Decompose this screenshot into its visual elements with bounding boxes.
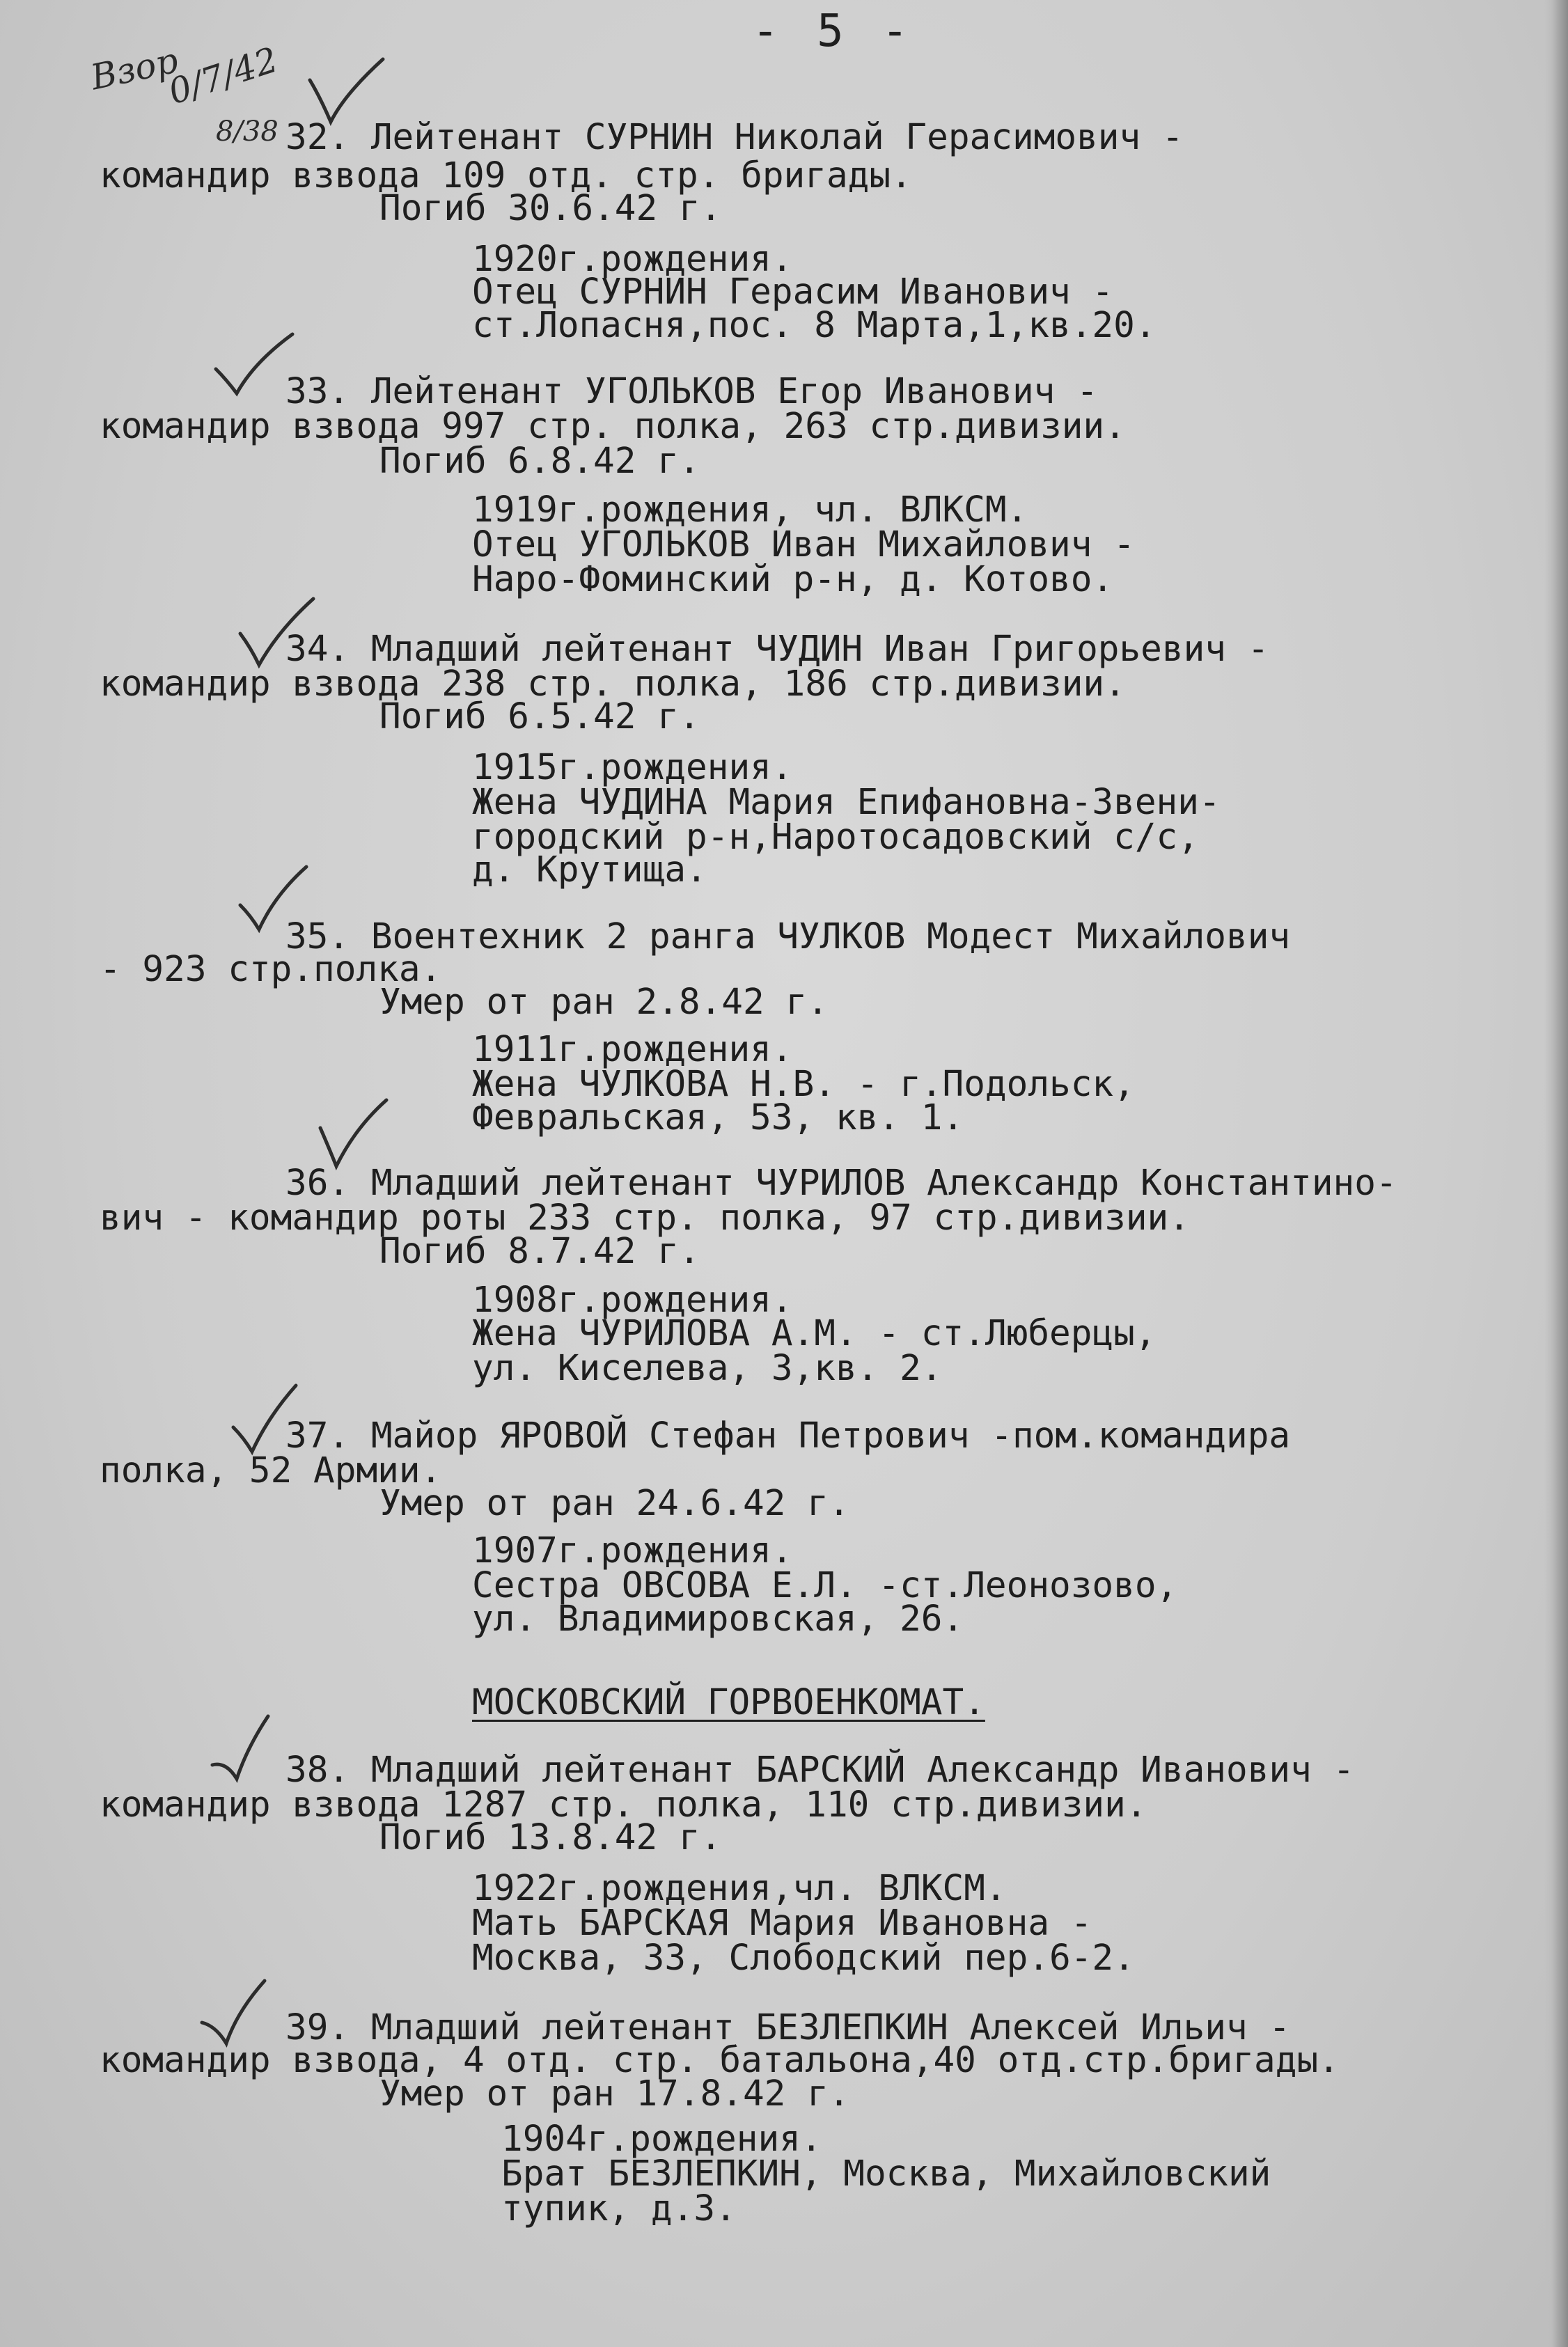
- entry-37-death: Умер от ран 24.6.42 г.: [379, 1483, 850, 1524]
- entry-34-death: Погиб 6.5.42 г.: [379, 696, 700, 737]
- entry-33-relative: Отец УГОЛЬКОВ Иван Михайлович -: [472, 524, 1135, 565]
- entry-34-heading: 34. Младший лейтенант ЧУДИН Иван Григорьевич -: [285, 629, 1269, 670]
- entry-32-relative: Отец СУРНИН Герасим Иванович -: [472, 272, 1114, 313]
- entry-36-relative: Жена ЧУРИЛОВА А.М. - ст.Люберцы,: [472, 1313, 1157, 1354]
- entry-38-address: Москва, 33, Слободский пер.6-2.: [472, 1938, 1135, 1979]
- entry-33-birth: 1919г.рождения, чл. ВЛКСМ.: [472, 489, 1028, 531]
- entry-37-position: полка, 52 Армии.: [100, 1450, 442, 1491]
- entry-35-address: Февральская, 53, кв. 1.: [472, 1097, 964, 1138]
- entry-36-birth: 1908г.рождения.: [472, 1280, 793, 1321]
- check-mark-icon: [212, 327, 282, 397]
- entry-35-death: Умер от ран 2.8.42 г.: [379, 982, 829, 1023]
- entry-38-position: командир взвода 1287 стр. полка, 110 стр.дивизии.: [100, 1784, 1147, 1826]
- entry-37-relative: Сестра ОВСОВА Е.Л. -ст.Леонозово,: [472, 1565, 1178, 1606]
- entry-39-death: Умер от ран 17.8.42 г.: [379, 2073, 850, 2114]
- entry-36-position: вич - командир роты 233 стр. полка, 97 стр.дивизии.: [100, 1198, 1190, 1239]
- entry-35-birth: 1911г.рождения.: [472, 1029, 793, 1070]
- handwritten-note-line1: Взор: [87, 40, 182, 98]
- entry-33-death: Погиб 6.8.42 г.: [379, 441, 700, 482]
- entry-33-heading: 33. Лейтенант УГОЛЬКОВ Егор Иванович -: [285, 371, 1098, 412]
- entry-37-address: ул. Владимировская, 26.: [472, 1599, 964, 1640]
- entry-32-heading: 32. Лейтенант СУРНИН Николай Герасимович -: [285, 117, 1184, 158]
- entry-35-position: - 923 стр.полка.: [100, 949, 442, 990]
- entry-38-heading: 38. Младший лейтенант БАРСКИЙ Александр Иванович -: [285, 1750, 1355, 1791]
- entry-32-birth: 1920г.рождения.: [472, 239, 793, 280]
- entry-34-relative: Жена ЧУДИНА Мария Епифановна-Звени-: [472, 782, 1221, 823]
- section-heading: МОСКОВСКИЙ ГОРВОЕНКОМАТ.: [472, 1682, 985, 1723]
- entry-37-heading: 37. Майор ЯРОВОЙ Стефан Петрович -пом.командира: [285, 1415, 1291, 1457]
- entry-38-death: Погиб 13.8.42 г.: [379, 1817, 722, 1858]
- entry-39-address: тупик, д.3.: [501, 2188, 737, 2229]
- page-edge-shadow: [1544, 0, 1568, 2347]
- entry-34-address-2: д. Крутища.: [472, 849, 707, 890]
- entry-39-birth: 1904г.рождения.: [501, 2119, 822, 2160]
- entry-33-position: командир взвода 997 стр. полка, 263 стр.дивизии.: [100, 406, 1126, 447]
- entry-38-relative: Мать БАРСКАЯ Мария Ивановна -: [472, 1903, 1092, 1944]
- entry-35-heading: 35. Воентехник 2 ранга ЧУЛКОВ Модест Михайлович: [285, 916, 1291, 957]
- entry-36-heading: 36. Младший лейтенант ЧУРИЛОВ Александр Константино-: [285, 1163, 1397, 1204]
- handwritten-note-line3: 8/38: [216, 116, 279, 148]
- entry-35-relative: Жена ЧУЛКОВА Н.В. - г.Подольск,: [472, 1064, 1135, 1105]
- entry-34-birth: 1915г.рождения.: [472, 747, 793, 788]
- entry-34-position: командир взвода 238 стр. полка, 186 стр.дивизии.: [100, 664, 1126, 705]
- entry-38-birth: 1922г.рождения,чл. ВЛКСМ.: [472, 1868, 1007, 1909]
- handwritten-note-line2: 0/7/42: [163, 39, 283, 113]
- entry-36-address: ул. Киселева, 3,кв. 2.: [472, 1348, 943, 1389]
- entry-39-position: командир взвода, 4 отд. стр. батальона,40 отд.стр.бригады.: [100, 2040, 1340, 2081]
- entry-33-address: Наро-Фоминский р-н, д. Котово.: [472, 559, 1114, 600]
- entry-39-relative: Брат БЕЗЛЕПКИН, Москва, Михайловский: [501, 2153, 1271, 2195]
- entry-32-address: ст.Лопасня,пос. 8 Марта,1,кв.20.: [472, 305, 1157, 346]
- entry-32-death: Погиб 30.6.42 г.: [379, 188, 722, 229]
- check-mark-icon: [317, 1100, 386, 1170]
- entry-37-birth: 1907г.рождения.: [472, 1530, 793, 1571]
- entry-34-address-1: городский р-н,Наротосадовский с/с,: [472, 817, 1199, 858]
- entry-32-position: командир взвода 109 отд. стр. бригады.: [100, 155, 912, 196]
- check-mark-icon: [209, 1716, 279, 1786]
- entry-36-death: Погиб 8.7.42 г.: [379, 1231, 700, 1272]
- entry-39-heading: 39. Младший лейтенант БЕЗЛЕПКИН Алексей Ильич -: [285, 2007, 1291, 2048]
- page-number: - 5 -: [752, 6, 914, 57]
